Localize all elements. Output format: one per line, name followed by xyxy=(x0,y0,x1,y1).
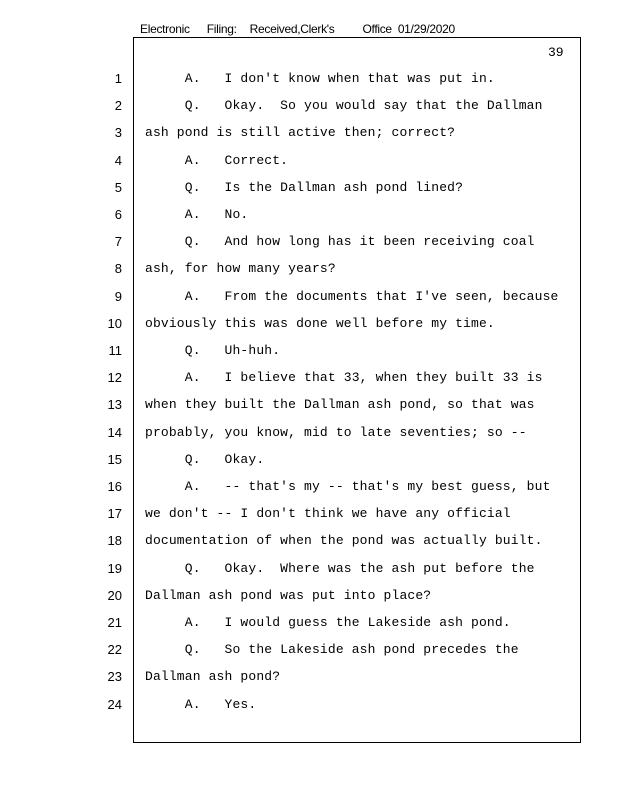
line-number: 24 xyxy=(107,697,122,712)
line-number: 12 xyxy=(107,370,122,385)
line-number: 8 xyxy=(114,261,122,276)
page-number: 39 xyxy=(548,45,564,60)
line-text: A. I would guess the Lakeside ash pond. xyxy=(145,615,511,630)
line-number: 9 xyxy=(114,289,122,304)
line-text: when they built the Dallman ash pond, so that was xyxy=(145,397,535,412)
line-text: A. Correct. xyxy=(145,153,289,168)
filing-header-filing: Filing: xyxy=(206,22,237,36)
line-number: 7 xyxy=(114,234,122,249)
line-text: Q. Uh-huh. xyxy=(145,343,281,358)
line-text: Q. And how long has it been receiving coal xyxy=(145,234,535,249)
line-text: A. No. xyxy=(145,207,249,222)
line-text: A. I believe that 33, when they built 33 is xyxy=(145,370,543,385)
line-text: Q. Okay. So you would say that the Dallman xyxy=(145,98,543,113)
line-text: Dallman ash pond? xyxy=(145,669,281,684)
line-text: A. From the documents that I've seen, because xyxy=(145,289,559,304)
line-text: ash pond is still active then; correct? xyxy=(145,125,456,140)
line-number: 16 xyxy=(107,479,122,494)
line-text: Q. Is the Dallman ash pond lined? xyxy=(145,180,464,195)
line-text: Q. Okay. xyxy=(145,452,265,467)
line-text: Q. So the Lakeside ash pond precedes the xyxy=(145,642,519,657)
line-number: 22 xyxy=(107,642,122,657)
line-number: 3 xyxy=(114,125,122,140)
line-text: Q. Okay. Where was the ash put before the xyxy=(145,561,535,576)
line-number: 20 xyxy=(107,588,122,603)
page-border xyxy=(133,37,581,743)
filing-header-received: Received,Clerk's xyxy=(249,22,335,36)
line-text: A. Yes. xyxy=(145,697,257,712)
line-number: 13 xyxy=(107,397,122,412)
line-text: A. -- that's my -- that's my best guess, but xyxy=(145,479,551,494)
line-number: 15 xyxy=(107,452,122,467)
line-text: documentation of when the pond was actually built. xyxy=(145,533,543,548)
filing-header-electronic: Electronic xyxy=(140,22,190,36)
line-number: 21 xyxy=(107,615,122,630)
line-number: 14 xyxy=(107,425,122,440)
line-number: 4 xyxy=(114,153,122,168)
line-number: 5 xyxy=(114,180,122,195)
line-number: 1 xyxy=(114,71,122,86)
line-number: 11 xyxy=(108,343,122,358)
filing-header-office: Office xyxy=(362,22,392,36)
line-number: 6 xyxy=(114,207,122,222)
line-number: 19 xyxy=(107,561,122,576)
line-number: 10 xyxy=(107,316,122,331)
line-number: 23 xyxy=(107,669,122,684)
line-text: probably, you know, mid to late seventies; so -- xyxy=(145,425,527,440)
line-text: obviously this was done well before my time. xyxy=(145,316,495,331)
filing-header-date: 01/29/2020 xyxy=(397,22,455,36)
line-number: 2 xyxy=(114,98,122,113)
line-number: 17 xyxy=(107,506,122,521)
line-text: we don't -- I don't think we have any official xyxy=(145,506,511,521)
line-number: 18 xyxy=(107,533,122,548)
line-text: A. I don't know when that was put in. xyxy=(145,71,495,86)
line-text: Dallman ash pond was put into place? xyxy=(145,588,432,603)
line-text: ash, for how many years? xyxy=(145,261,336,276)
filing-header xyxy=(140,22,455,36)
